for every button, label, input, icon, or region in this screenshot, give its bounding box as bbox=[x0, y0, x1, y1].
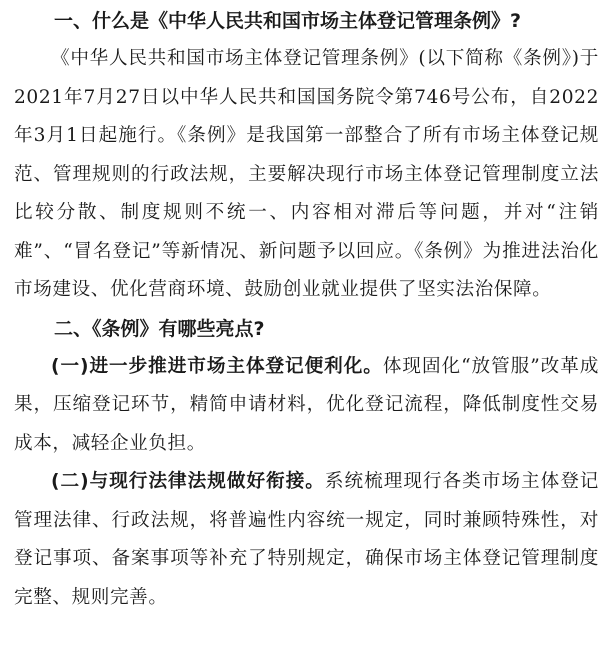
highlight-item-1-body: 体现固化“放管服”改革成果，压缩登记环节，精简申请材料，优化登记流程，降低制度性交易成本，减轻企业负担。 bbox=[14, 355, 599, 454]
section-1-heading: 一、什么是《中华人民共和国市场主体登记管理条例》? bbox=[54, 10, 522, 32]
highlight-item-2 bbox=[14, 463, 599, 617]
section-2-heading: 二、《条例》有哪些亮点? bbox=[54, 317, 265, 340]
highlight-item-2-title: (二)与现行法律法规做好衔接。 bbox=[51, 471, 325, 492]
section-1-paragraph: 《中华人民共和国市场主体登记管理条例》(以下简称《条例》)于2021年7月27日以中华人民共和国国务院令第746号公布，自2022年3月1日起施行。《条例》是我国第一部整合了所有市场主体登记规范、管理规则的行政法规，主要解决现行市场主体登记管理制度立法比较分散、制度规则不统一、内容相对滞后等问题，并对“注销难”、“冒名登记”等新情况、新问题予以回应。《条例》为推进法治化市场建设、优化营商环境、鼓励创业就业提供了坚实法治保障。 bbox=[14, 48, 599, 300]
highlight-item-1 bbox=[14, 348, 599, 464]
highlight-item-2-body: 系统梳理现行各类市场主体登记管理法律、行政法规，将普遍性内容统一规定，同时兼顾特殊性，对登记事项、备案事项等补充了特别规定，确保市场主体登记管理制度完整、规则完善。 bbox=[14, 471, 600, 608]
highlight-item-1-title: (一)进一步推进市场主体登记便利化。 bbox=[51, 355, 383, 377]
